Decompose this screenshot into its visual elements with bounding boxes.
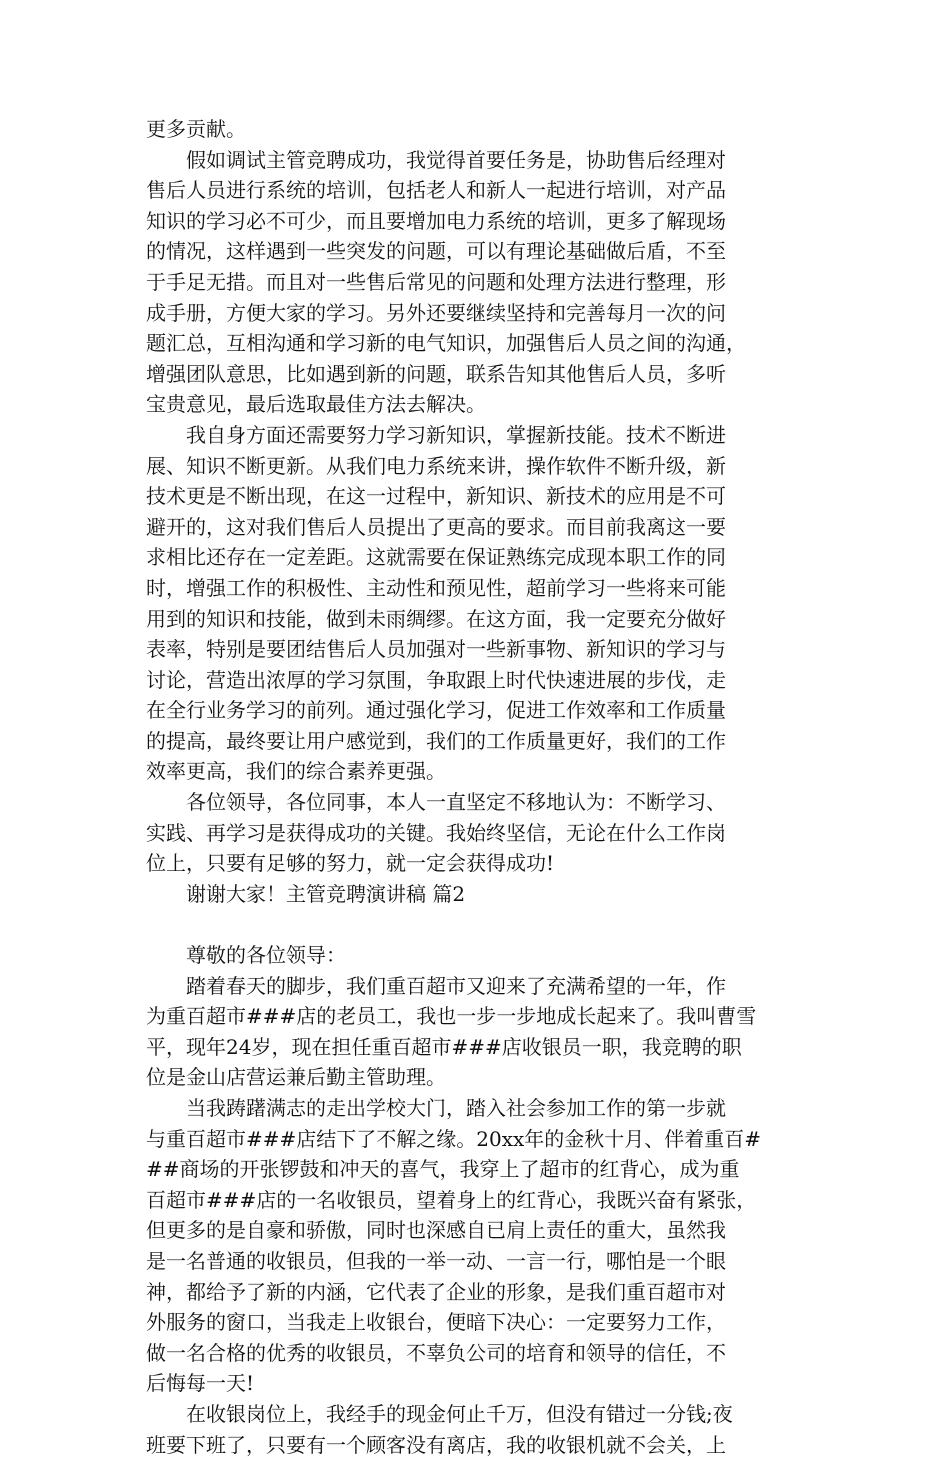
text-line: 百超市###店的一名收银员，望着身上的红背心，我既兴奋有紧张， (146, 1187, 757, 1212)
text-line: 增强团队意思，比如遇到新的问题，联系告知其他售后人员，多听 (146, 361, 726, 386)
text-line: 是一名普通的收银员，但我的一举一动、一言一行，哪怕是一个眼 (146, 1248, 726, 1273)
text-line: 的提高，最终要让用户感觉到，我们的工作质量更好，我们的工作 (146, 728, 726, 753)
text-line: 当我踌躇满志的走出学校大门，踏入社会参加工作的第一步就 (146, 1096, 726, 1120)
text-line: 踏着春天的脚步，我们重百超市又迎来了充满希望的一年，作 (146, 973, 726, 998)
text-line: 假如调试主管竞聘成功，我觉得首要任务是，协助售后经理对 (146, 147, 726, 172)
text-line: 在全行业务学习的前列。通过强化学习，促进工作效率和工作质量 (146, 698, 726, 723)
text-line: 在收银岗位上，我经手的现金何止千万，但没有错过一分钱;夜 (146, 1401, 733, 1426)
text-line: 用到的知识和技能，做到未雨绸缪。在这方面，我一定要充分做好 (146, 606, 726, 631)
blank-line (146, 909, 826, 940)
text-line: 位是金山店营运兼后勤主管助理。 (146, 1065, 446, 1090)
text-line: 时，增强工作的积极性、主动性和预见性，超前学习一些将来可能 (146, 575, 726, 600)
text-line: 与重百超市###店结下了不解之缘。20xx年的金秋十月、伴着重百# (146, 1126, 762, 1151)
section-heading: 谢谢大家！主管竞聘演讲稿 篇2 (146, 881, 466, 906)
text-line: 但更多的是自豪和骄傲，同时也深感自已肩上责任的重大，虽然我 (146, 1218, 726, 1243)
text-line: 讨论，营造出浓厚的学习氛围，争取跟上时代快速进展的步伐，走 (146, 667, 726, 692)
text-line: 实践、再学习是获得成功的关键。我始终坚信，无论在什么工作岗 (146, 820, 726, 845)
text-line: 平，现年24岁，现在担任重百超市###店收银员一职，我竞聘的职 (146, 1034, 742, 1059)
text-line: 成手册，方便大家的学习。另外还要继续坚持和完善每月一次的问 (146, 300, 726, 325)
text-line: 求相比还存在一定差距。这就需要在保证熟练完成现本职工作的同 (146, 545, 726, 570)
document-page (146, 114, 826, 1460)
text-line: 做一名合格的优秀的收银员，不辜负公司的培育和领导的信任，不 (146, 1340, 726, 1365)
text-line: 避开的，这对我们售后人员提出了更高的要求。而目前我离这一要 (146, 514, 726, 539)
salutation: 尊敬的各位领导： (146, 943, 346, 968)
text-line: 为重百超市###店的老员工，我也一步一步地成长起来了。我叫曹雪 (146, 1004, 757, 1029)
text-line: 知识的学习必不可少，而且要增加电力系统的培训，更多了解现场 (146, 208, 726, 233)
text-line: 外服务的窗口，当我走上收银台，便暗下决心：一定要努力工作， (146, 1310, 726, 1335)
text-line: 表率，特别是要团结售后人员加强对一些新事物、新知识的学习与 (146, 637, 726, 662)
text-line: 技术更是不断出现，在这一过程中，新知识、新技术的应用是不可 (146, 484, 726, 509)
text-line: 位上，只要有足够的努力，就一定会获得成功! (146, 851, 555, 876)
text-line: 班要下班了，只要有一个顾客没有离店，我的收银机就不会关，上 (146, 1432, 726, 1457)
text-line: 后悔每一天! (146, 1371, 255, 1396)
text-line: 各位领导，各位同事，本人一直坚定不移地认为：不断学习、 (146, 790, 726, 815)
text-line: 的情况，这样遇到一些突发的问题，可以有理论基础做后盾，不至 (146, 239, 726, 264)
text-line: 神，都给予了新的内涵，它代表了企业的形象，是我们重百超市对 (146, 1279, 726, 1304)
text-line: 于手足无措。而且对一些售后常见的问题和处理方法进行整理，形 (146, 269, 726, 294)
text-line: 更多贡献。 (146, 117, 246, 141)
text-line: 效率更高，我们的综合素养更强。 (146, 759, 446, 784)
text-line: 题汇总，互相沟通和学习新的电气知识，加强售后人员之间的沟通， (146, 331, 746, 356)
text-line: 我自身方面还需要努力学习新知识，掌握新技能。技术不断进 (146, 422, 726, 447)
text-line: 宝贵意见，最后选取最佳方法去解决。 (146, 392, 486, 417)
text-line: 售后人员进行系统的培训，包括老人和新人一起进行培训，对产品 (146, 178, 726, 203)
text-line: 展、知识不断更新。从我们电力系统来讲，操作软件不断升级，新 (146, 453, 726, 478)
text-line: ##商场的开张锣鼓和冲天的喜气，我穿上了超市的红背心，成为重 (146, 1157, 740, 1182)
